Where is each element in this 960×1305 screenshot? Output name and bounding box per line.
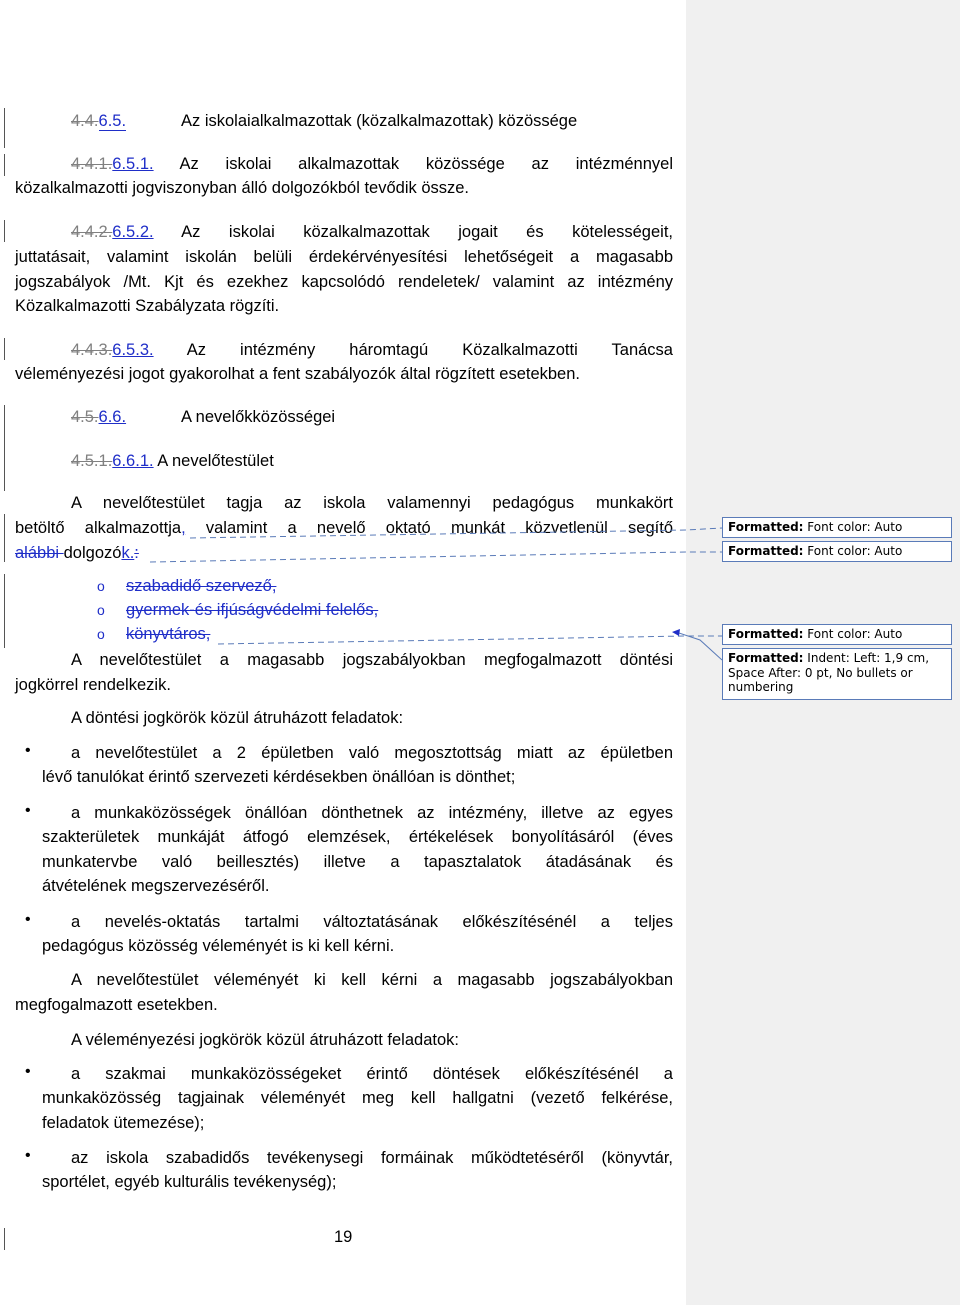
- bullet-marker: •: [25, 802, 31, 819]
- change-bar: [4, 405, 5, 491]
- bullet-marker: •: [25, 742, 31, 759]
- para5: A véleményezési jogkörök közül átruházott feladatok:: [71, 1031, 459, 1049]
- para-6-5-2-line3: jogszabályok /Mt. Kjt és ezekhez kapcsolódó rendeletek/ valamint az intézmény: [15, 273, 673, 291]
- bullet-item-line: munkatervbe való beillesztés) illetve a tapasztalatok átadásának és: [42, 853, 673, 871]
- para-6-5-2-line4: Közalkalmazotti Szabályzata rögzíti.: [15, 297, 280, 315]
- para-6-5-2-line2: juttatásait, valamint iskolán belüli érdekérvényesítési lehetőségeit a magasabb: [15, 248, 673, 266]
- bullet-item-line: pedagógus közösség véleményét is ki kell kérni.: [42, 937, 395, 955]
- subitem-marker: o: [97, 626, 105, 642]
- format-comment-balloon[interactable]: Formatted: Font color: Auto: [722, 541, 952, 562]
- para-6-5-2-line1: 4.4.2.6.5.2. Az iskolai közalkalmazottak jogait és kötelességeit,: [71, 223, 673, 241]
- bullet-item-line: sportélet, egyéb kulturális tevékenység);: [42, 1173, 337, 1191]
- format-comment-balloon[interactable]: Formatted: Font color: Auto: [722, 624, 952, 645]
- subitem-marker: o: [97, 602, 105, 618]
- bullet-item-line: feladatok ütemezése);: [42, 1114, 205, 1132]
- para1-line2: betöltő alkalmazottja, valamint a nevelő oktató munkát közvetlenül segítő: [15, 519, 673, 537]
- subitem-deleted: gyermek-és ifjúságvédelmi felelős,: [126, 601, 379, 619]
- para1-line3: alábbi dolgozók.:: [15, 544, 139, 562]
- subitem-deleted: szabadidő szervező,: [126, 577, 277, 595]
- bullet-marker: •: [25, 1147, 31, 1164]
- bullet-item-line: szakterületek munkáját átfogó elemzések, értékelések bonyolításáról (éves: [42, 828, 673, 846]
- para-6-5-3-line1: 4.4.3.6.5.3. Az intézmény háromtagú Közalkalmazotti Tanácsa: [71, 341, 673, 359]
- heading-6-6: 4.5.6.6. A nevelőkközösségei: [71, 408, 336, 426]
- para-6-5-1-line2: közalkalmazotti jogviszonyban álló dolgozókból tevődik össze.: [15, 179, 469, 197]
- bullet-marker: •: [25, 1063, 31, 1080]
- para3: A döntési jogkörök közül átruházott feladatok:: [71, 709, 404, 727]
- bullet-item-line: az iskola szabadidős tevékenysegi formáinak működtetéséről (könyvtár,: [71, 1149, 673, 1167]
- para4-line1: A nevelőtestület véleményét ki kell kérni a magasabb jogszabályokban: [71, 971, 673, 989]
- bullet-item-line: lévő tanulókat érintő szervezeti kérdésekben önállóan is dönthet;: [42, 768, 516, 786]
- format-comment-balloon[interactable]: Formatted: Indent: Left: 1,9 cm, Space After: 0 pt, No bullets or numbering: [722, 648, 952, 700]
- bullet-item-line: a munkaközösségek önállóan dönthetnek az intézmény, illetve az egyes: [71, 804, 673, 822]
- change-bar: [4, 574, 5, 648]
- heading-6-5: 4.4.6.5. Az iskolaialkalmazottak (közalkalmazottak) közössége: [71, 112, 578, 130]
- change-bar: [4, 514, 5, 562]
- para2-line2: jogkörrel rendelkezik.: [15, 676, 171, 694]
- format-comment-balloon[interactable]: Formatted: Font color: Auto: [722, 517, 952, 538]
- para2-line1: A nevelőtestület a magasabb jogszabályokban megfogalmazott döntési: [71, 651, 673, 669]
- bullet-marker: •: [25, 911, 31, 928]
- change-bar: [4, 1228, 5, 1250]
- subitem-marker: o: [97, 578, 105, 594]
- bullet-item-line: átvételének megszervezéséről.: [42, 877, 270, 895]
- page-number: 19: [334, 1228, 353, 1246]
- para-6-5-1-line1: 4.4.1.6.5.1. Az iskolai alkalmazottak közössége az intézménnyel: [71, 155, 673, 173]
- bullet-item-line: a nevelés-oktatás tartalmi változtatásának előkészítésénél a teljes: [71, 913, 673, 931]
- subitem-deleted: könyvtáros,: [126, 625, 211, 643]
- bullet-item-line: a szakmai munkaközösségeket érintő döntések előkészítésénél a: [71, 1065, 673, 1083]
- heading-6-6-1: 4.5.1.6.6.1. A nevelőtestület: [71, 452, 274, 470]
- change-bar: [4, 108, 5, 148]
- para4-line2: megfogalmazott esetekben.: [15, 996, 218, 1014]
- bullet-item-line: munkaközösség tagjainak véleményét meg kell hallgatni (vezető felkérése,: [42, 1089, 673, 1107]
- change-bar: [4, 220, 5, 242]
- change-bar: [4, 154, 5, 176]
- bullet-item-line: a nevelőtestület a 2 épületben való megosztottság miatt az épületben: [71, 744, 673, 762]
- para-6-5-3-line2: véleményezési jogot gyakorolhat a fent szabályozók által rögzített esetekben.: [15, 365, 580, 383]
- change-bar: [4, 338, 5, 360]
- para1-line1: A nevelőtestület tagja az iskola valamennyi pedagógus munkakört: [71, 494, 673, 512]
